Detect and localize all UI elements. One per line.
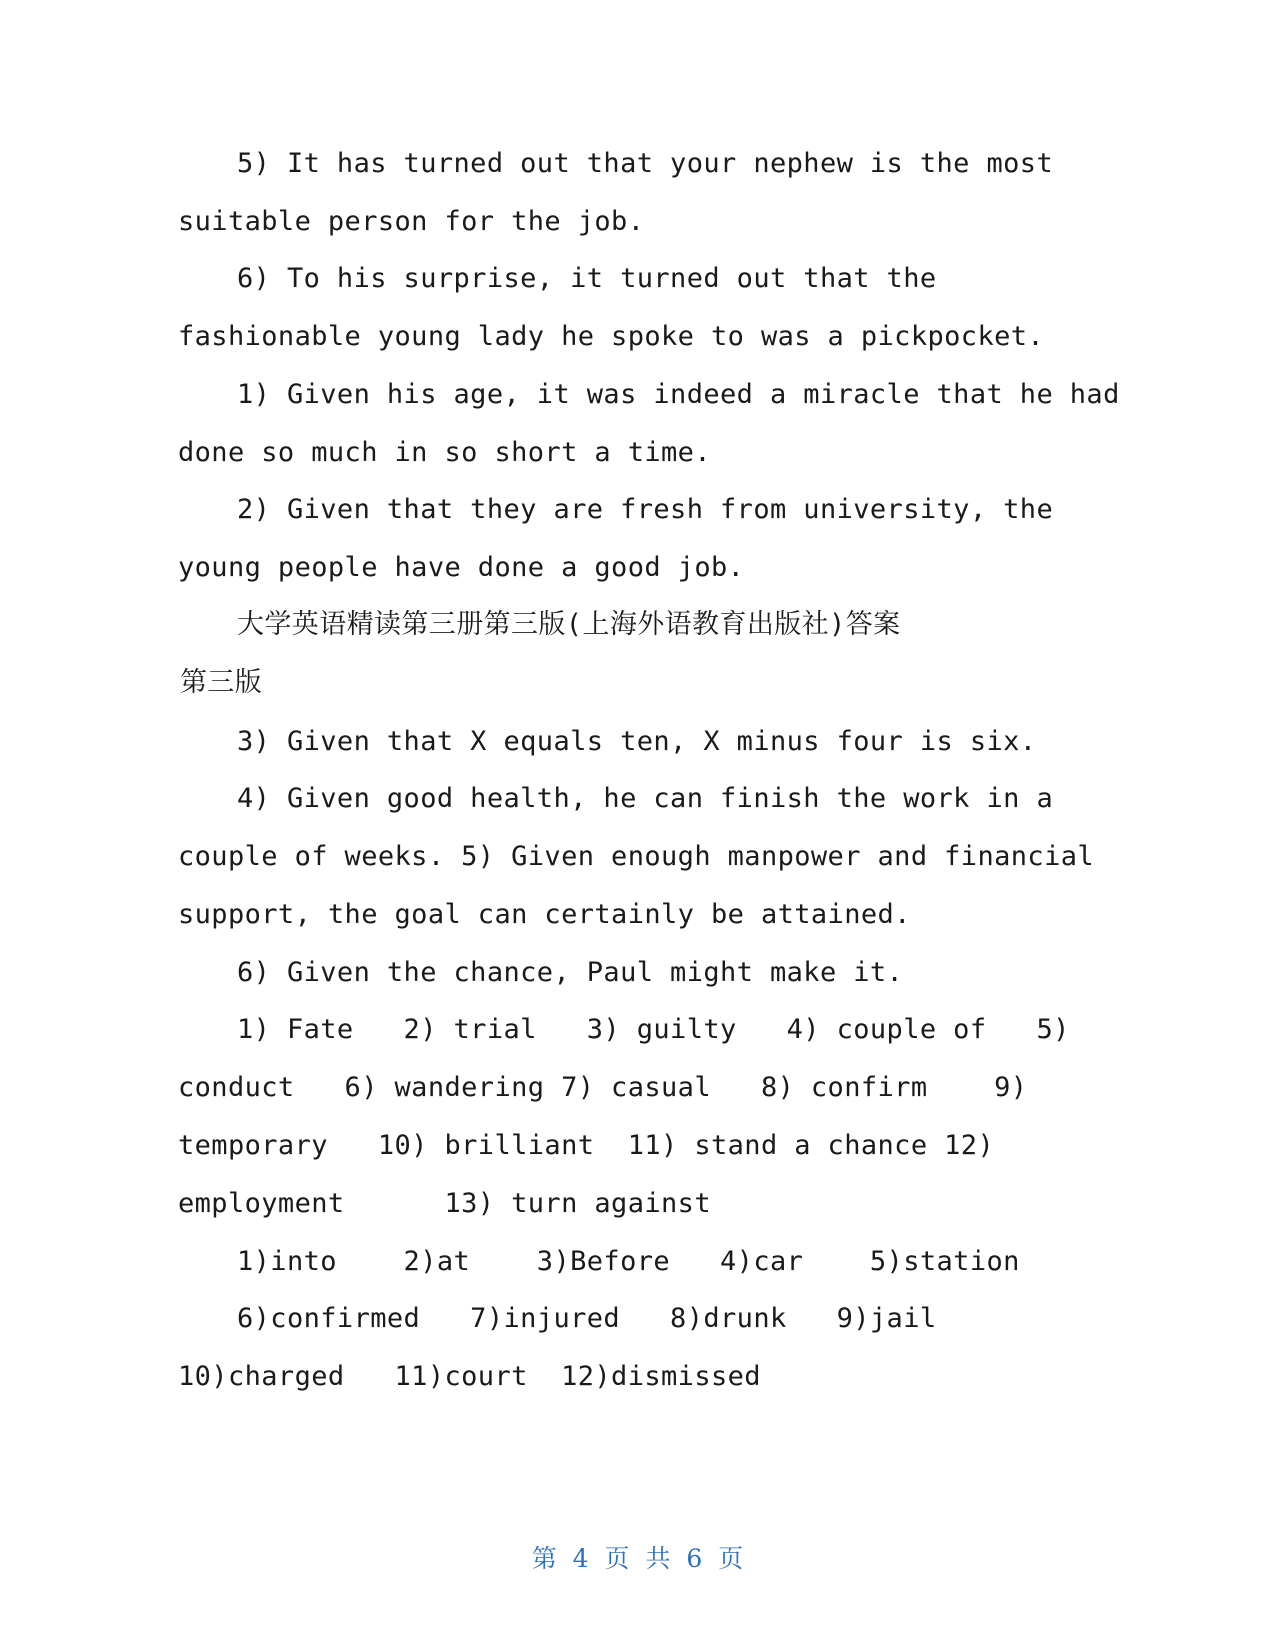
- text-line: 5) It has turned out that your nephew is the most: [237, 148, 1054, 179]
- text-line: 1) Fate 2) trial 3) guilty 4) couple of 5): [237, 1014, 1070, 1045]
- text-line: conduct 6) wandering 7) casual 8) confirm 9): [178, 1072, 1028, 1103]
- text-line: 3) Given that X equals ten, X minus four is six.: [237, 726, 1037, 757]
- text-line: temporary 10) brilliant 11) stand a chance 12): [178, 1130, 995, 1161]
- text-line: employment 13) turn against: [178, 1188, 711, 1219]
- text-line: 10)charged 11)court 12)dismissed: [178, 1361, 761, 1392]
- text-line: 2) Given that they are fresh from university, the: [237, 494, 1054, 525]
- text-line: 6) To his surprise, it turned out that the: [237, 263, 937, 294]
- text-line: done so much in so short a time.: [178, 437, 711, 468]
- text-line: 1) Given his age, it was indeed a miracle that he had: [237, 379, 1120, 410]
- text-line: 4) Given good health, he can finish the work in a: [237, 783, 1054, 814]
- text-line: suitable person for the job.: [178, 206, 645, 237]
- page-number-footer: 第 4 页 共 6 页: [531, 1544, 744, 1573]
- section-title: 大学英语精读第三册第三版(上海外语教育出版社)答案: [237, 609, 901, 640]
- text-line: fashionable young lady he spoke to was a pickpocket.: [178, 321, 1045, 352]
- section-title-continued: 第三版: [180, 667, 263, 698]
- text-line: 6) Given the chance, Paul might make it.: [237, 957, 904, 988]
- text-line: support, the goal can certainly be attained.: [178, 899, 911, 930]
- text-line: 1)into 2)at 3)Before 4)car 5)station: [237, 1246, 1020, 1277]
- text-line: couple of weeks. 5) Given enough manpower and financial: [178, 841, 1095, 872]
- text-line: 6)confirmed 7)injured 8)drunk 9)jail: [237, 1303, 937, 1334]
- text-line: young people have done a good job.: [178, 552, 745, 583]
